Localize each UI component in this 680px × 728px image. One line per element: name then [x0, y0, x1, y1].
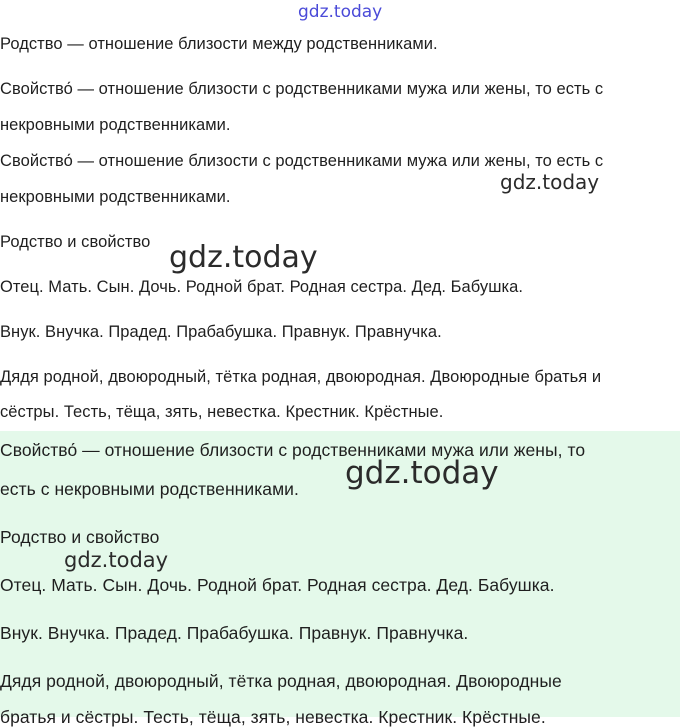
- watermark: gdz.today: [500, 170, 600, 194]
- answer-kinship-words-line: Отец. Мать. Сын. Дочь. Родной брат. Родная сестра. Дед. Бабушка.: [0, 575, 555, 595]
- answer-kinship-words-line: Внук. Внучка. Прадед. Прабабушка. Правнук. Правнучка.: [0, 623, 469, 643]
- answer-kinship-words-line: Дядя родной, двоюродный, тётка родная, двоюродная. Двоюродные: [0, 671, 562, 691]
- kinship-words-line: Внук. Внучка. Прадед. Прабабушка. Правнук. Правнучка.: [0, 323, 442, 341]
- definition-affinity-repeat: Свойство́ — отношение близости с родственниками мужа или жены, то есть с: [0, 152, 604, 170]
- kinship-words-line: Дядя родной, двоюродный, тётка родная, двоюродная. Двоюродные братья и: [0, 368, 602, 386]
- answer-definition-affinity: Свойство́ — отношение близости с родственниками мужа или жены, то: [0, 440, 586, 460]
- answer-definition-affinity-cont: есть с некровными родственниками.: [0, 479, 299, 499]
- watermark: gdz.today: [64, 548, 169, 572]
- answer-section-heading: Родство и свойство: [0, 527, 160, 547]
- section-heading: Родство и свойство: [0, 233, 151, 251]
- watermark: gdz.today: [345, 455, 499, 491]
- watermark: gdz.today: [169, 240, 318, 275]
- kinship-words-line: Отец. Мать. Сын. Дочь. Родной брат. Родная сестра. Дед. Бабушка.: [0, 278, 523, 296]
- definition-affinity-cont: некровными родственниками.: [0, 116, 231, 134]
- definition-kinship: Родство — отношение близости между родственниками.: [0, 35, 438, 53]
- kinship-words-line: сёстры. Тесть, тёща, зять, невестка. Крестник. Крёстные.: [0, 403, 444, 421]
- watermark-top: gdz.today: [298, 2, 383, 22]
- answer-kinship-words-line: братья и сёстры. Тесть, тёща, зять, невестка. Крестник. Крёстные.: [0, 707, 546, 727]
- definition-affinity: Свойство́ — отношение близости с родственниками мужа или жены, то есть с: [0, 80, 604, 98]
- definition-affinity-repeat-cont: некровными родственниками.: [0, 188, 231, 206]
